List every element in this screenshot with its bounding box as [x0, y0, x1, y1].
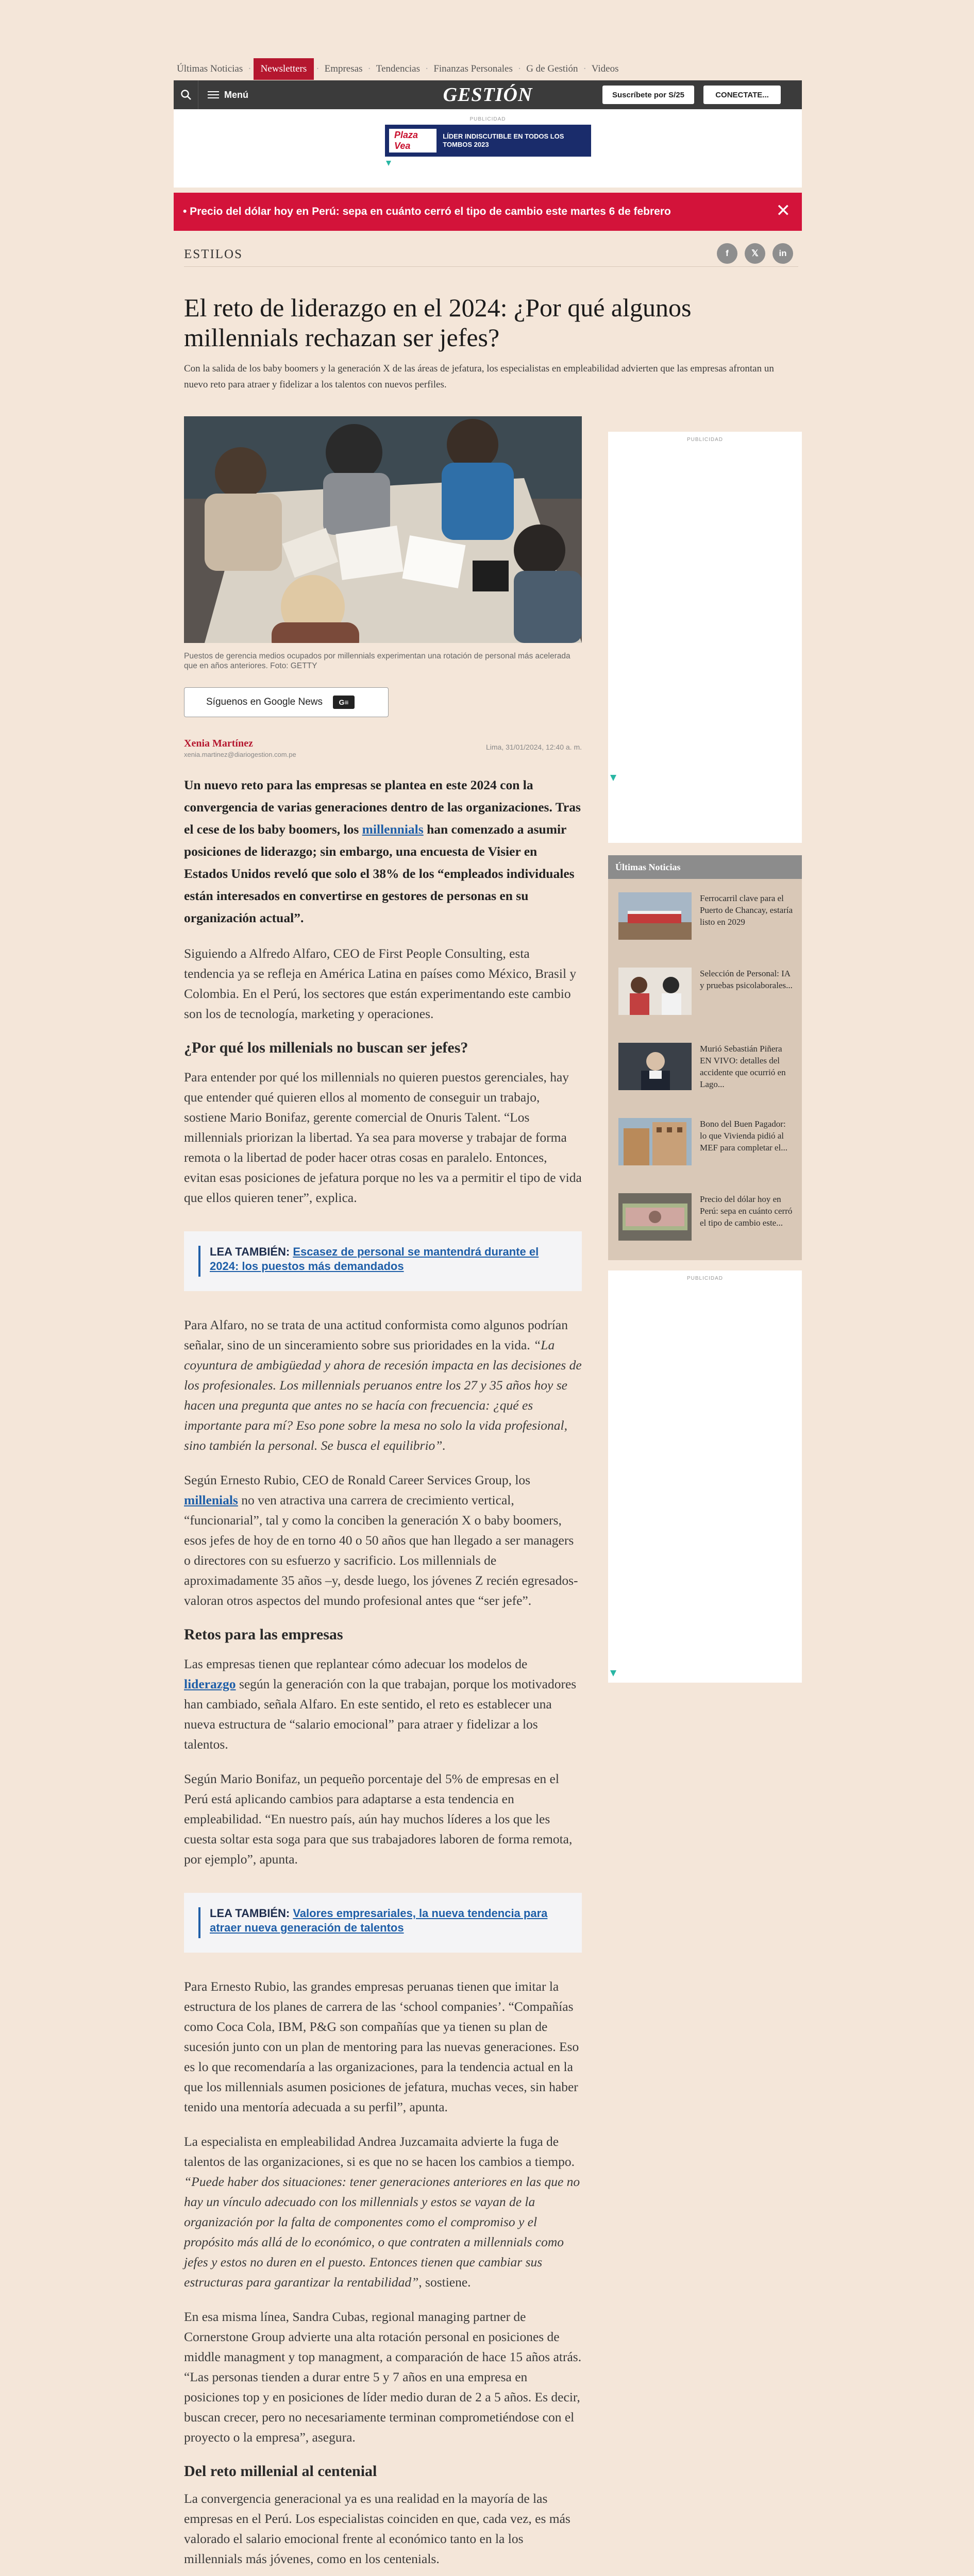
site-logo[interactable]: GESTIÓN: [443, 84, 533, 106]
adchoices-icon[interactable]: [610, 1670, 616, 1676]
nav-g-de-gestion[interactable]: G de Gestión: [526, 63, 578, 74]
p8-text: La especialista en empleabilidad Andrea Juzcamaita advierte la fuga de talentos de las organizaciones, si es que no se hacen los cambios a tiempo.: [184, 2134, 575, 2169]
adchoices-icon[interactable]: [386, 161, 391, 166]
top-nav: Últimas Noticias · Newsletters · Empresas · Tendencias · Finanzas Personales · G de Gestión · Videos: [174, 58, 622, 80]
latest-thumb: [618, 968, 692, 1015]
latest-headline[interactable]: Murió Sebastián Piñera EN VIVO: detalles del accidente que ocurrió en Lago...: [700, 1044, 786, 1089]
lead-text-2: han comenzado a asumir posiciones de liderazgo; sin embargo, una encuesta de Visier en Estados Unidos reveló que solo el 38% de los “empleados individuales están interesados en convertirse en gestores de personas en su organización actual”.: [184, 822, 575, 925]
p3-quote: “La coyuntura de ambigüedad y ahora de recesión impacta en las decisiones de los profesionales. Los millennials peruanos entre los 27 y 35 años hoy se hacen una pregunta que antes no se hacía con frecuencia: ¿qué es importante para mí? Eso pone sobre la mesa no solo la vida profesional, sino también la personal. Se busca el equilibrio”.: [184, 1337, 582, 1453]
latest-thumb: [618, 892, 692, 940]
latest-item[interactable]: [618, 1118, 794, 1165]
subscribe-button[interactable]: Suscríbete por S/25: [602, 86, 694, 104]
read-also-link-2[interactable]: Valores empresariales, la nueva tendencia para atraer nueva generación de talentos: [210, 1907, 548, 1934]
millennials-link[interactable]: millennials: [362, 822, 424, 837]
p5-text-2: según la generación con la que trabajan, porque los motivadores han cambiado, señala Alfaro. En este sentido, el reto es establecer una nueva estructura de “salario emocional” para atraer y fidelizar a los talentos.: [184, 1676, 577, 1752]
p4-text-1: Según Ernesto Rubio, CEO de Ronald Career Services Group, los: [184, 1472, 531, 1487]
section-name[interactable]: ESTILOS: [184, 247, 243, 261]
nav-trends[interactable]: Tendencias: [376, 63, 420, 74]
ad-banner[interactable]: [385, 125, 591, 157]
subheading-centennial: Del reto millenial al centenial: [184, 2463, 377, 2480]
publish-date: Lima, 31/01/2024, 12:40 a. m.: [485, 743, 582, 751]
x-twitter-icon[interactable]: 𝕏: [745, 243, 765, 264]
paragraph-2: Para entender por qué los millennials no quieren puestos gerenciales, hay que entender qué quieren ellos al momento de conseguir un trabajo, sostiene Mario Bonifaz, gerente comercial de Onuris Talent. “Los millennials priorizan la libertad. Ya sea para moverse y trabajar de forma remota o la libertad de poder hacer otras cosas en paralelo. Entonces, evitan esas posiciones de jefatura porque no les va a permitir el tipo de vida que ellos quieren tener”, explica.: [184, 1070, 582, 1205]
author-name[interactable]: Xenia Martínez: [184, 738, 253, 749]
read-also-box-2: [184, 1893, 582, 1953]
linkedin-icon[interactable]: in: [773, 243, 793, 264]
paragraph-9: En esa misma línea, Sandra Cubas, regional managing partner de Cornerstone Group advierte una alta rotación personal en posiciones de middle managment y top managment, a comparación de hace 15 años atrás. “Las personas tienden a durar entre 5 y 7 años en una empresa en posiciones top y en posiciones de líder medio duran de 2 a 5 años. Es decir, buscan crecer, pero no necesariamente terminan comprometiéndose con el proyecto o la empresa”, asegura.: [184, 2309, 582, 2445]
sidebar-ad-label-2: PUBLICIDAD: [686, 1276, 723, 1281]
image-caption: Puestos de gerencia medios ocupados por millennials experimentan una rotación de personal más acelerada que en años anteriores. Foto: GETTY: [184, 652, 570, 670]
google-news-icon: G≡: [333, 696, 355, 709]
subheading-why: ¿Por qué los millenials no buscan ser jefes?: [184, 1039, 468, 1056]
liderazgo-link[interactable]: liderazgo: [184, 1676, 236, 1691]
search-button[interactable]: [174, 80, 198, 109]
google-news-button[interactable]: [184, 687, 389, 717]
author-row: [184, 738, 582, 758]
nav-videos[interactable]: Videos: [591, 63, 619, 74]
paragraph-6: Según Mario Bonifaz, un pequeño porcentaje del 5% de empresas en el Perú está aplicando cambios para adaptarse a esta tendencia en empleabilidad. “En nuestro país, aún hay muchos líderes a los que les cuesta soltar esta soga para que sus trabajadores laboren de forma remota, por ejemplo”, apunta.: [184, 1771, 573, 1867]
sidebar-ad-1[interactable]: [608, 432, 802, 843]
header-bar: [174, 80, 802, 109]
article-body: [184, 416, 582, 2576]
nav-newsletters[interactable]: Newsletters: [254, 58, 314, 80]
paragraph-3: [184, 1315, 582, 1455]
read-also-label-2: LEA TAMBIÉN:: [210, 1907, 290, 1920]
subheading-challenges: Retos para las empresas: [184, 1626, 343, 1643]
adchoices-icon[interactable]: [610, 775, 616, 781]
article-subtitle: Con la salida de los baby boomers y la generación X de las áreas de jefatura, los especialistas en empleabilidad advierten que las empresas afrontan un nuevo reto para atraer y fidelizar a los talentos con nuevos perfiles.: [184, 363, 774, 390]
latest-thumb: [618, 1043, 692, 1090]
read-also-link[interactable]: Escasez de personal se mantendrá durante el 2024: los puestos más demandados: [210, 1245, 539, 1273]
paragraph-5: [184, 1654, 582, 1754]
p8-quote: “Puede haber dos situaciones: tener generaciones anteriores en las que no hay un vínculo adecuado con los millennials y estos se vayan de la organización por la falta de componentes como el compromiso y el propósito más allá de lo económico, o que contraten a millennials como jefes y estos no duren en el puesto. Entonces tienen que cambiar sus estructuras para garantizar la rentabilidad”: [184, 2174, 580, 2290]
nav-latest-news[interactable]: Últimas Noticias: [177, 63, 243, 74]
paragraph-4: [184, 1470, 582, 1611]
latest-news-widget: [608, 855, 802, 1260]
menu-label: Menú: [224, 89, 248, 100]
latest-headline[interactable]: Bono del Buen Pagador: lo que Vivienda pidió al MEF para completar el...: [700, 1119, 787, 1153]
latest-item[interactable]: [618, 892, 794, 940]
p8-tail: , sostiene.: [418, 2275, 471, 2290]
menu-button[interactable]: [198, 90, 248, 100]
latest-item[interactable]: [618, 1043, 794, 1090]
sidebar-ad-2[interactable]: [608, 1270, 802, 1683]
social-share: [717, 243, 793, 264]
ad-text: LÍDER INDISCUTIBLE EN TODOS LOS TOMBOS 2023: [443, 132, 564, 148]
p3-text: Para Alfaro, no se trata de una actitud conformista como algunos podrían señalar, sino de un sinceramiento sobre sus prioridades en la vida.: [184, 1317, 568, 1352]
facebook-icon[interactable]: f: [717, 243, 737, 264]
breaking-news-text: • Precio del dólar hoy en Perú: sepa en cuánto cerró el tipo de cambio este martes 6 de febrero: [183, 206, 671, 217]
login-button[interactable]: CONECTATE...: [703, 86, 781, 104]
latest-thumb: [618, 1193, 692, 1241]
google-news-label: Síguenos en Google News: [206, 697, 323, 707]
paragraph-1: Siguiendo a Alfredo Alfaro, CEO de First People Consulting, esta tendencia ya se refleja en América Latina en países como México, Brasil y Colombia. En el Perú, los sectores que están experimentando este cambio son los de tecnología, marketing y operaciones.: [184, 946, 577, 1021]
nav-companies[interactable]: Empresas: [324, 63, 363, 74]
millenials-link[interactable]: millenials: [184, 1493, 238, 1507]
latest-headline[interactable]: Selección de Personal: IA y pruebas psicolaborales...: [700, 969, 793, 990]
latest-headline[interactable]: Precio del dólar hoy en Perú: sepa en cuánto cerró el tipo de cambio este...: [700, 1194, 793, 1228]
hero-image: [184, 416, 582, 643]
read-also-label: LEA TAMBIÉN:: [210, 1245, 290, 1258]
ad-label: PUBLICIDAD: [469, 116, 506, 122]
paragraph-8: [184, 2131, 582, 2292]
latest-item[interactable]: [618, 1193, 794, 1241]
sidebar-ad-label: PUBLICIDAD: [686, 437, 723, 443]
p5-text-1: Las empresas tienen que replantear cómo adecuar los modelos de: [184, 1656, 528, 1671]
paragraph-10: La convergencia generacional ya es una realidad en la mayoría de las empresas en el Perú. Los especialistas coinciden en que, cada vez, es más valorado el salario emocional frente al económico tanto en la los millennials más jóvenes, como en los centenials.: [184, 2491, 570, 2566]
latest-headline[interactable]: Ferrocarril clave para el Puerto de Chancay, estaría listo en 2029: [700, 893, 793, 927]
breaking-news-banner[interactable]: [174, 193, 802, 231]
top-ad: [174, 109, 802, 188]
search-icon: [180, 89, 192, 100]
close-icon[interactable]: ✕: [776, 201, 791, 221]
section-row: [184, 242, 798, 267]
latest-news-title: Últimas Noticias: [608, 855, 802, 879]
hamburger-icon: [208, 91, 219, 98]
author-email[interactable]: xenia.martinez@diariogestion.com.pe: [184, 751, 296, 758]
article-title: El reto de liderazgo en el 2024: ¿Por qué algunos millennials rechazan ser jefes?: [184, 293, 692, 352]
lead-text-1: Un nuevo reto para las empresas se plantea en este 2024 con la convergencia de varias generaciones dentro de las organizaciones. Tras el cese de los baby boomers, los: [184, 777, 581, 837]
p4-text-2: no ven atractiva una carrera de crecimiento vertical, “funcionarial”, tal y como la conciben la generación X o baby boomers, esos jefes de hoy de en torno 40 o 50 años que han llegado a ser managers o directores con su esfuerzo y sacrificio. Los millennials de aproximadamente 35 años –y, desde luego, los jóvenes Z recién egresados- valoran otros aspectos del mundo profesional antes que “ser jefe”.: [184, 1493, 578, 1608]
ad-brand: Plaza Vea: [389, 129, 436, 152]
latest-thumb: [618, 1118, 692, 1165]
paragraph-7: Para Ernesto Rubio, las grandes empresas peruanas tienen que imitar la estructura de los planes de carrera de las ‘school companies’. “Compañías como Coca Cola, IBM, P&G son compañías que ya tienen su plan de sucesión junto con un plan de mentoring para las nuevas generaciones. Eso es lo que recomendaría a las organizaciones, para la tendencia actual en la que los millennials asumen posiciones de jefatura, muchas veces, sin haber tenido una mentoría adecuada a su perfil”, apunta.: [184, 1979, 579, 2114]
lead-paragraph: [184, 774, 582, 929]
meeting-photo: [184, 416, 582, 643]
read-also-box: [184, 1231, 582, 1291]
latest-item[interactable]: [618, 968, 794, 1015]
nav-personal-finance[interactable]: Finanzas Personales: [433, 63, 513, 74]
